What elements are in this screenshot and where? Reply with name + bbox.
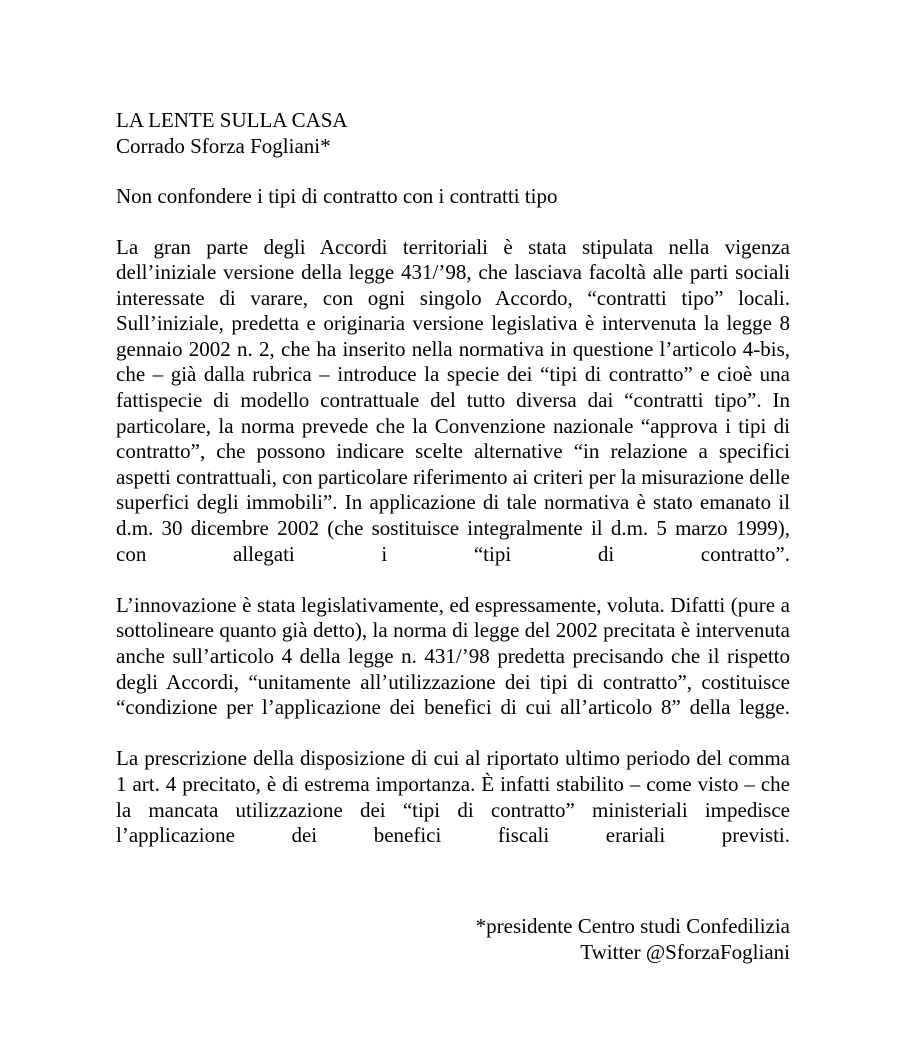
document-content <box>116 108 790 965</box>
document-header <box>116 108 790 159</box>
body-paragraph: La prescrizione della disposizione di cui al riportato ultimo periodo del comma 1 art. 4 precitato, è di estrema importanza. È infatti stabilito – come visto – che la mancata utilizzazione dei “tipi di contratto” ministeriali impedisce l’applicazione dei benefici fiscali erariali previsti. <box>116 746 790 848</box>
body-paragraph: L’innovazione è stata legislativamente, ed espressamente, voluta. Difatti (pure a sottolineare quanto già detto), la norma di legge del 2002 precitata è intervenuta anche sull’articolo 4 della legge n. 431/’98 predetta precisando che il rispetto degli Accordi, “unitamente all’utilizzazione dei tipi di contratto”, costituisce “condizione per l’applicazione dei benefici di cui all’articolo 8” della legge. <box>116 592 790 720</box>
author-role: *presidente Centro studi Confedilizia <box>475 914 790 939</box>
column-title: LA LENTE SULLA CASA <box>116 108 348 132</box>
article-subtitle: Non confondere i tipi di contratto con i contratti tipo <box>116 184 558 208</box>
signature-block <box>116 914 790 965</box>
author-social-handle: Twitter @SforzaFogliani <box>580 939 790 964</box>
article-subtitle-block <box>116 184 790 210</box>
author-byline: Corrado Sforza Fogliani* <box>116 133 331 158</box>
article-body <box>116 235 790 875</box>
body-paragraph: La gran parte degli Accordi territoriali è stata stipulata nella vigenza dell’iniziale versione della legge 431/’98, che lasciava facoltà alle parti sociali interessate di varare, con ogni singolo Accordo, “contratti tipo” locali. Sull’iniziale, predetta e originaria versione legislativa è intervenuta la legge 8 gennaio 2002 n. 2, che ha inserito nella normativa in questione l’articolo 4-bis, che – già dalla rubrica – introduce la specie dei “tipi di contratto” e cioè una fattispecie di modello contrattuale del tutto diversa dai “contratti tipo”. In particolare, la norma prevede che la Convenzione nazionale “approva i tipi di contratto”, che possono indicare scelte alternative “in relazione a specifici aspetti contrattuali, con particolare riferimento ai criteri per la misurazione delle superfici degli immobili”. In applicazione di tale normativa è stato emanato il d.m. 30 dicembre 2002 (che sostituisce integralmente il d.m. 5 marzo 1999), con allegati i “tipi di contratto”. <box>116 234 790 566</box>
